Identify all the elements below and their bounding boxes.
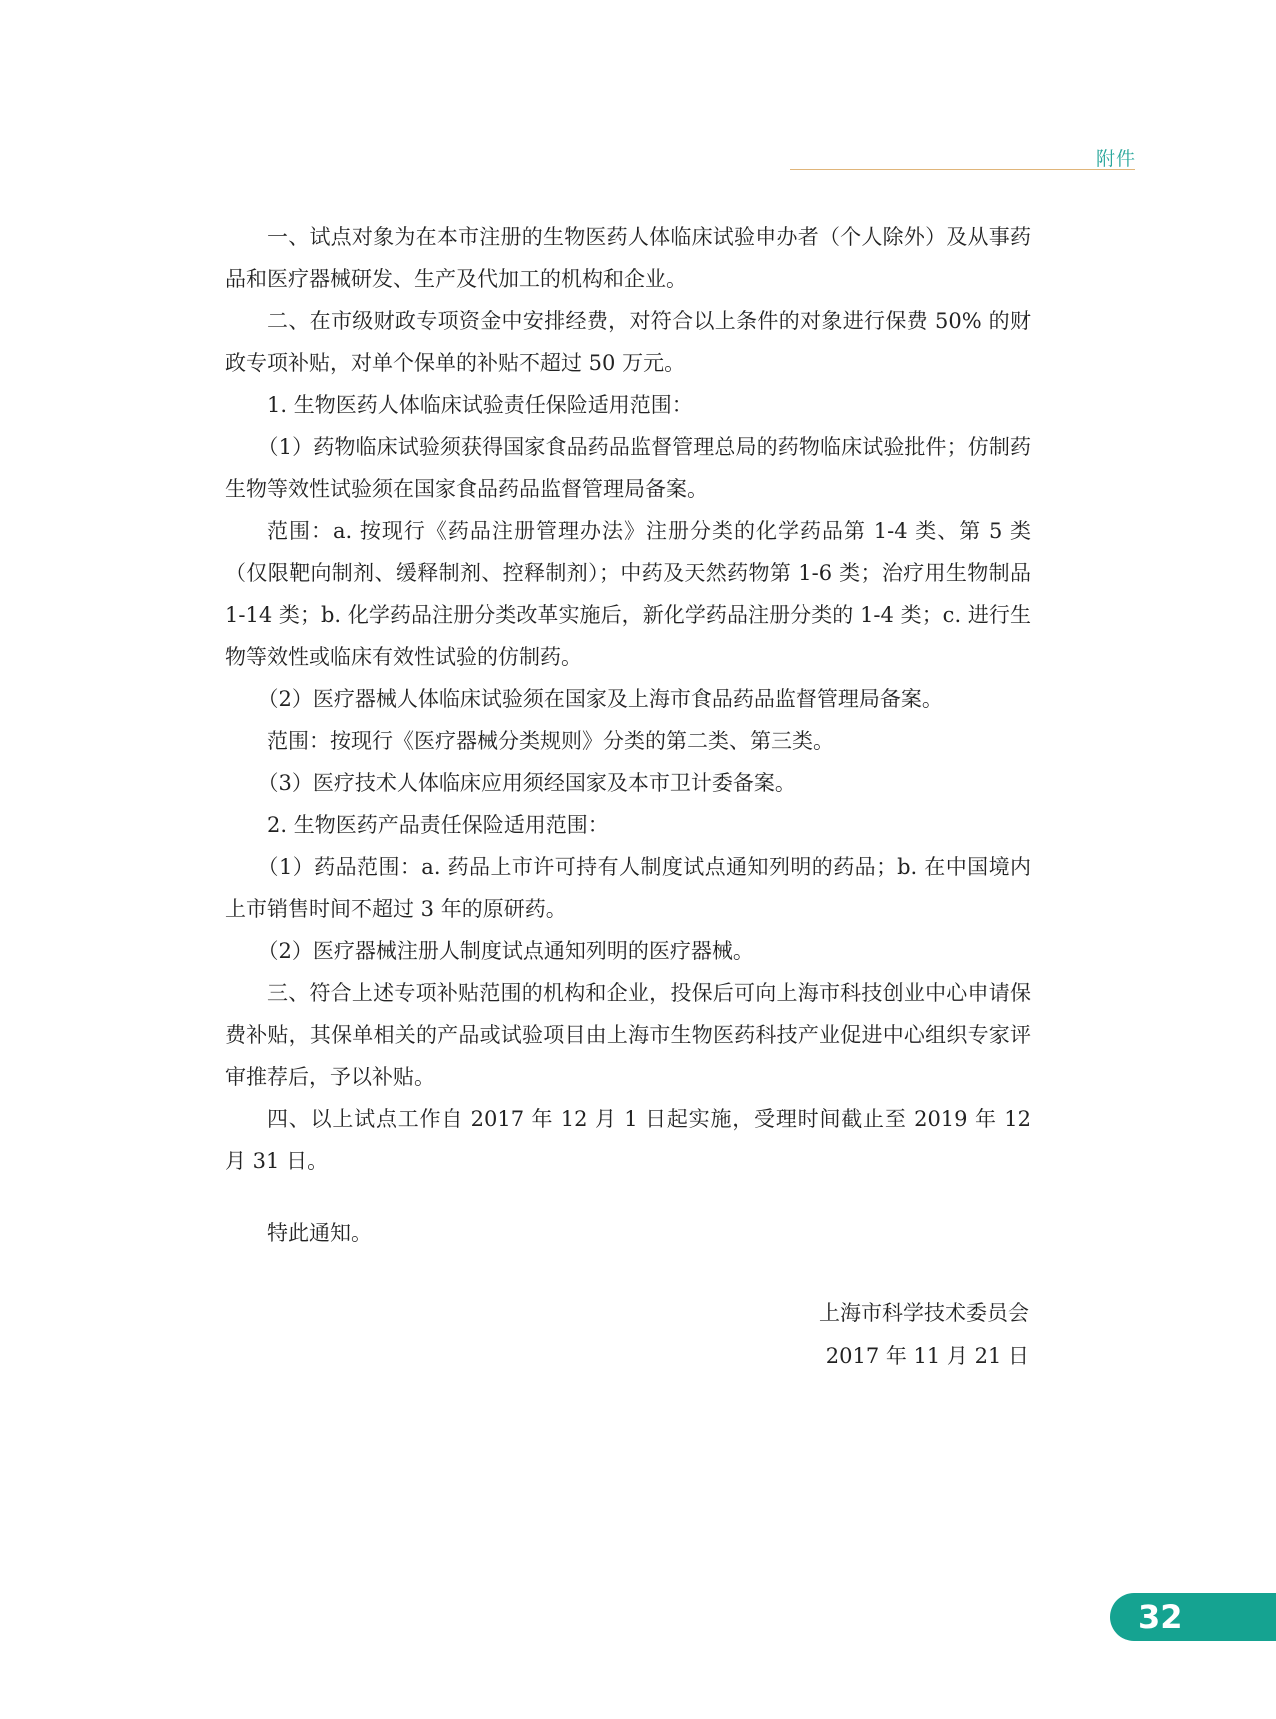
paragraph-10: （1）药品范围：a. 药品上市许可持有人制度试点通知列明的药品；b. 在中国境内上市销售时间不超过 3 年的原研药。: [225, 855, 1031, 921]
paragraph-7: 范围：按现行《医疗器械分类规则》分类的第二类、第三类。: [267, 729, 834, 753]
header-rule: [790, 169, 1135, 170]
page-number-tab: [1110, 1593, 1276, 1641]
paragraph-13: 四、以上试点工作自 2017 年 12 月 1 日起实施，受理时间截止至 2019 年 12 月 31 日。: [225, 1107, 1031, 1173]
paragraph-9: 2. 生物医药产品责任保险适用范围：: [267, 813, 609, 837]
paragraph-12: 三、符合上述专项补贴范围的机构和企业，投保后可向上海市科技创业中心申请保费补贴，其保单相关的产品或试验项目由上海市生物医药科技产业促进中心组织专家评审推荐后，予以补贴。: [225, 981, 1031, 1089]
paragraph-4: （1）药物临床试验须获得国家食品药品监督管理总局的药物临床试验批件；仿制药生物等效性试验须在国家食品药品监督管理局备案。: [225, 435, 1031, 501]
paragraph-6: （2）医疗器械人体临床试验须在国家及上海市食品药品监督管理局备案。: [257, 687, 943, 711]
closing-remark: 特此通知。: [267, 1221, 372, 1245]
header-label: 附件: [1095, 148, 1136, 170]
paragraph-2: 二、在市级财政专项资金中安排经费，对符合以上条件的对象进行保费 50% 的财政专项补贴，对单个保单的补贴不超过 50 万元。: [225, 309, 1031, 375]
signature-date: 2017 年 11 月 21 日: [825, 1344, 1029, 1368]
signature-organization: 上海市科学技术委员会: [819, 1301, 1029, 1325]
paragraph-1: 一、试点对象为在本市注册的生物医药人体临床试验申办者（个人除外）及从事药品和医疗器械研发、生产及代加工的机构和企业。: [225, 225, 1031, 291]
page-number: 32: [1138, 1598, 1183, 1636]
paragraph-8: （3）医疗技术人体临床应用须经国家及本市卫计委备案。: [257, 771, 796, 795]
paragraph-3: 1. 生物医药人体临床试验责任保险适用范围：: [267, 393, 693, 417]
signature-block: [819, 1292, 1029, 1378]
document-body: [225, 216, 1031, 1182]
paragraph-11: （2）医疗器械注册人制度试点通知列明的医疗器械。: [257, 939, 754, 963]
paragraph-5: 范围：a. 按现行《药品注册管理办法》注册分类的化学药品第 1-4 类、第 5 类（仅限靶向制剂、缓释制剂、控释制剂）；中药及天然药物第 1-6 类；治疗用生物制品 1-14 类；b. 化学药品注册分类改革实施后，新化学药品注册分类的 1-4 类；c. 进行生物等效性或临床有效性试验的仿制药。: [225, 519, 1031, 669]
